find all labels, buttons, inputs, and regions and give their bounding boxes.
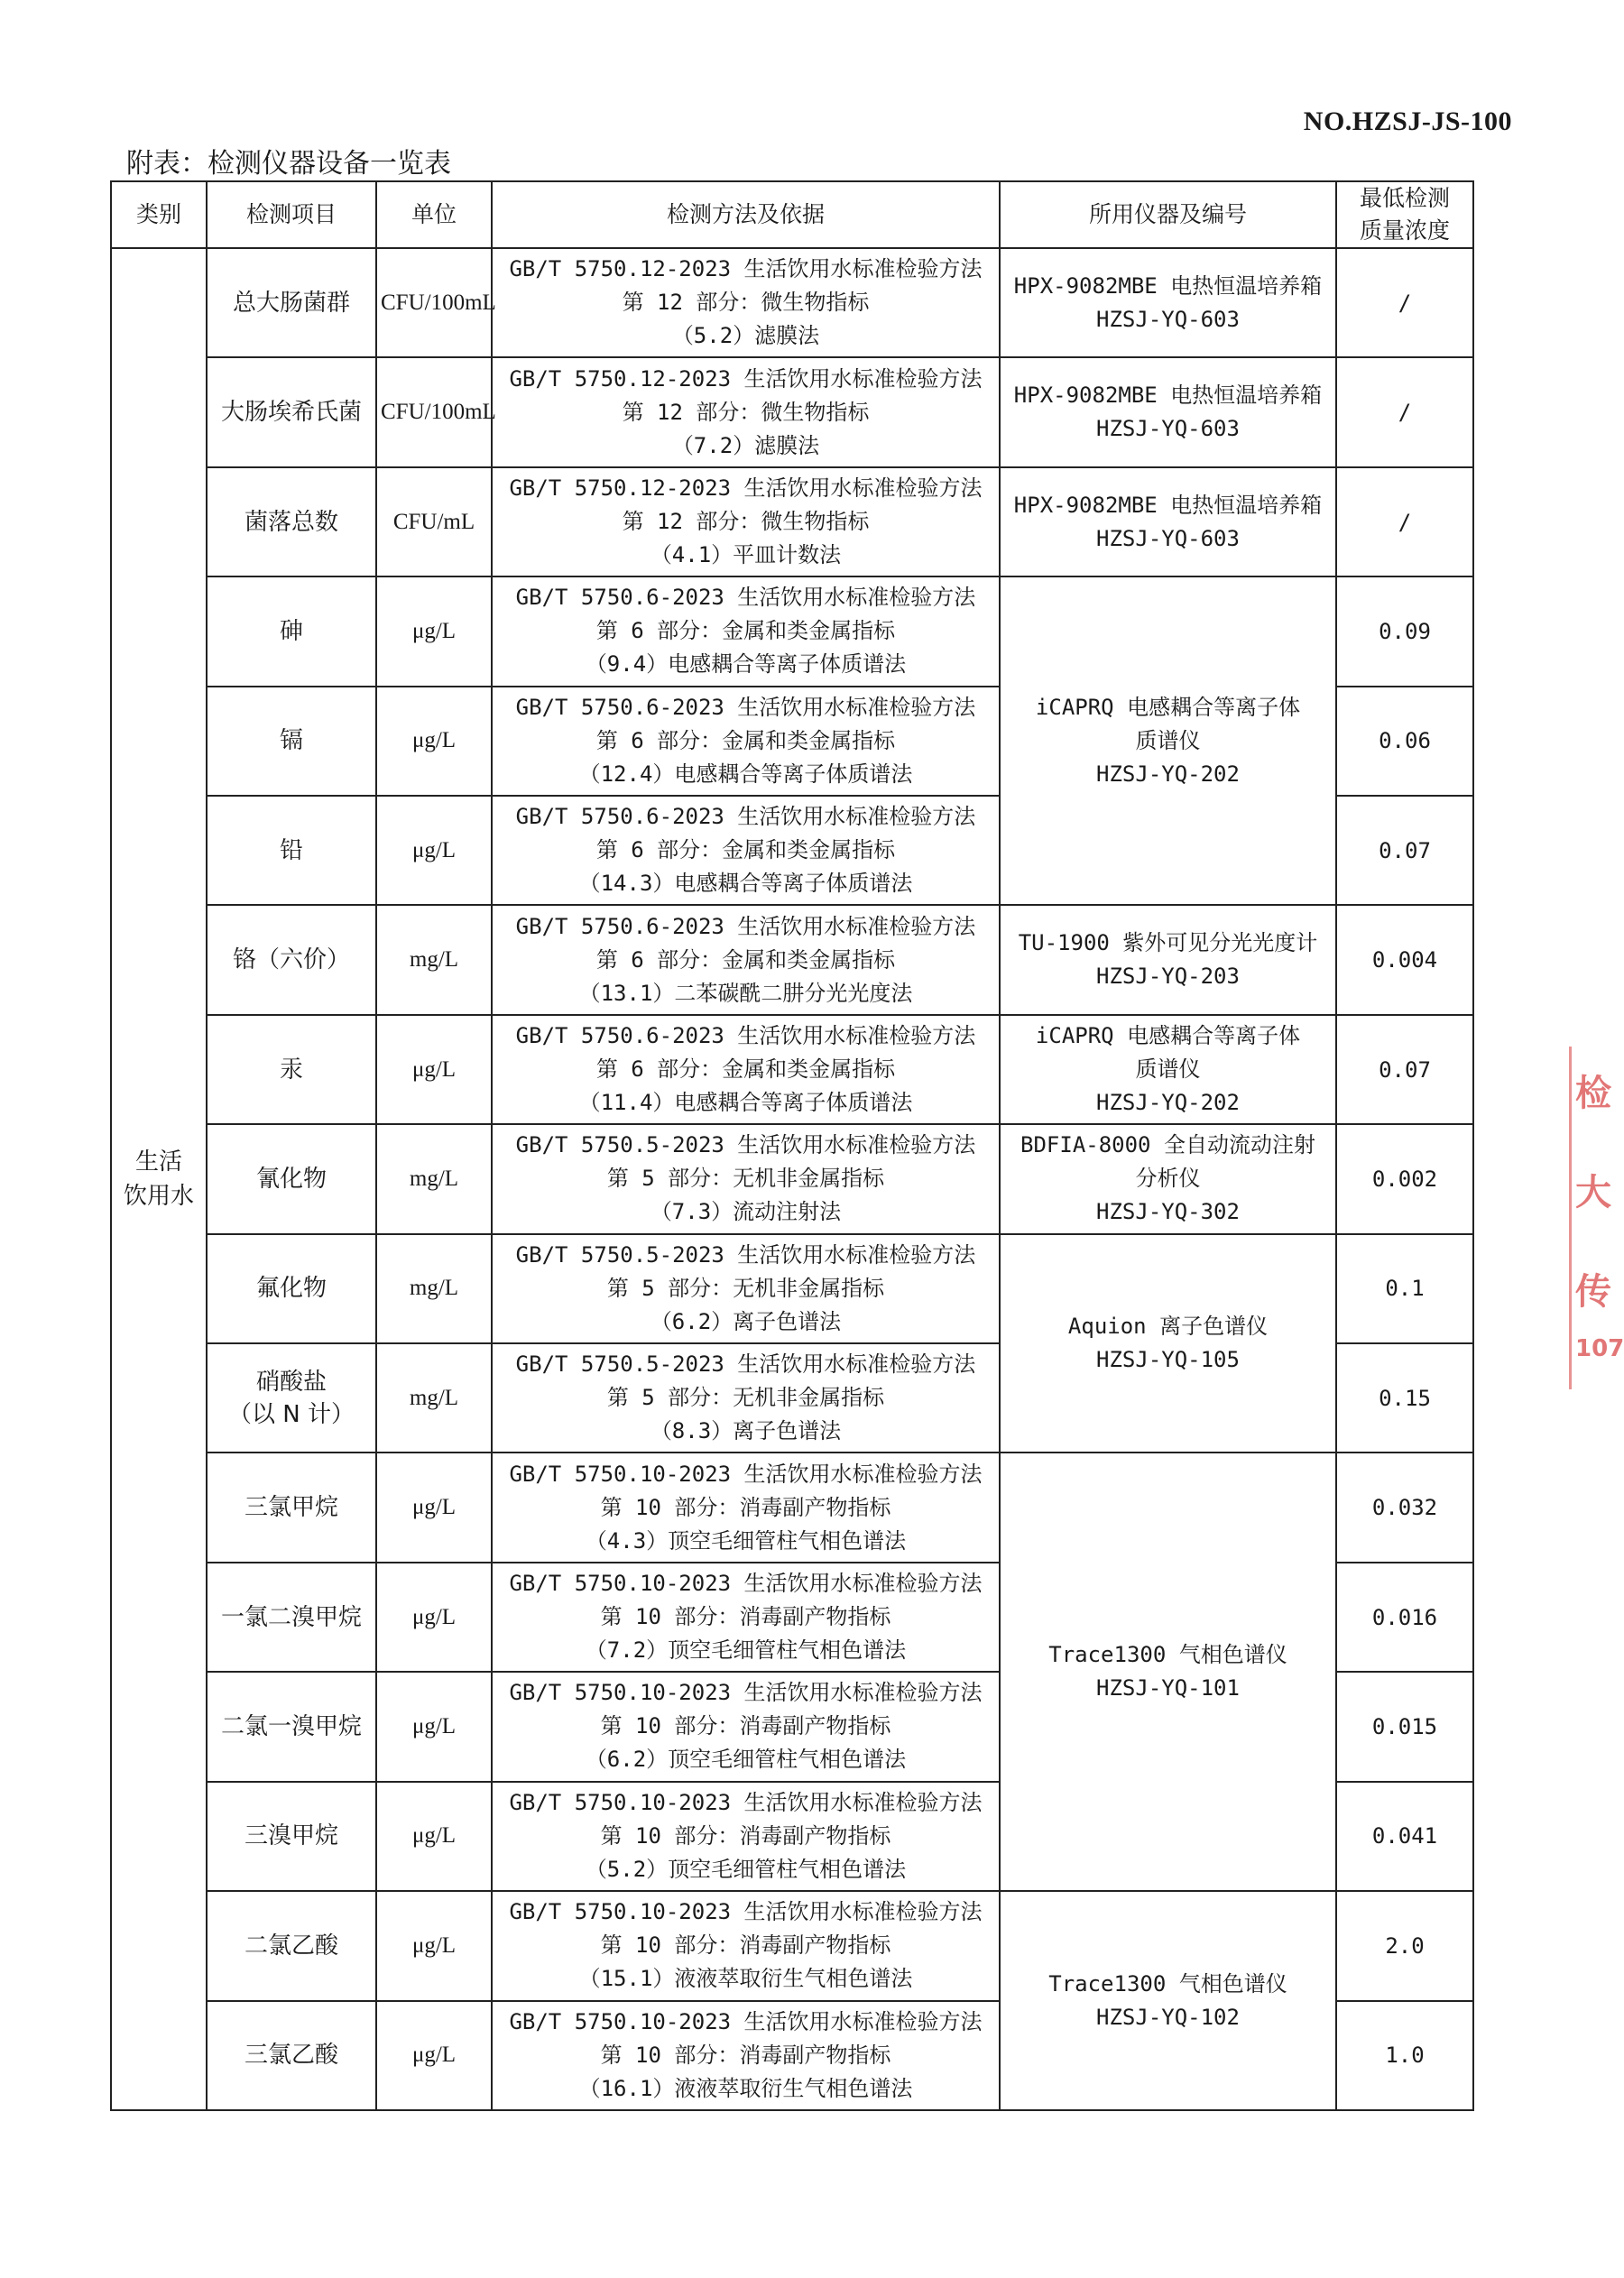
method-clause: （7.2）滤膜法 [671,432,820,458]
instrument-id: HZSJ-YQ-302 [1096,1199,1240,1225]
method-cell [492,248,1000,357]
instrument-cell [1000,1234,1336,1453]
instrument-id: HZSJ-YQ-603 [1096,525,1240,551]
item-cell: 氟化物 [207,1234,376,1343]
unit-cell: μg/L [376,1015,492,1124]
item-cell: 大肠埃希氏菌 [207,357,376,466]
method-standard: GB/T 5750.6-2023 生活饮用水标准检验方法 [515,804,976,830]
method-standard: GB/T 5750.5-2023 生活饮用水标准检验方法 [515,1351,976,1378]
header-instrument: 所用仪器及编号 [1000,181,1336,248]
method-part: 第 5 部分：无机非金属指标 [606,1166,885,1192]
header-limit [1336,181,1473,248]
instrument-name-cont: 质谱仪 [1135,1056,1201,1083]
method-standard: GB/T 5750.10-2023 生活饮用水标准检验方法 [509,2008,983,2034]
method-clause: （16.1）液液萃取衍生气相色谱法 [578,2075,913,2101]
method-standard: GB/T 5750.6-2023 生活饮用水标准检验方法 [515,585,976,611]
method-cell [492,1782,1000,1891]
document-number: NO.HZSJ-JS-100 [1303,106,1512,136]
instrument-id: HZSJ-YQ-603 [1096,306,1240,332]
limit-cell: 1.0 [1336,2001,1473,2111]
method-standard: GB/T 5750.10-2023 生活饮用水标准检验方法 [509,1571,983,1597]
method-part: 第 10 部分：消毒副产物指标 [600,2042,891,2068]
method-part: 第 10 部分：消毒副产物指标 [600,1494,891,1520]
stamp-char-2: 大 [1575,1172,1611,1213]
instrument-id: HZSJ-YQ-102 [1096,2004,1240,2030]
instrument-id: HZSJ-YQ-202 [1096,1090,1240,1116]
header-unit: 单位 [376,181,492,248]
method-part: 第 10 部分：消毒副产物指标 [600,1604,891,1630]
unit-cell: μg/L [376,1453,492,1562]
method-cell [492,1563,1000,1672]
instrument-name: HPX-9082MBE 电热恒温培养箱 [1013,383,1323,409]
method-standard: GB/T 5750.12-2023 生活饮用水标准检验方法 [509,256,983,282]
table-row [111,248,1473,357]
unit-cell: CFU/100mL [376,357,492,466]
table-caption: 附表：检测仪器设备一览表 [126,148,451,180]
method-part: 第 12 部分：微生物指标 [622,290,870,316]
method-standard: GB/T 5750.6-2023 生活饮用水标准检验方法 [515,694,976,720]
instrument-name: Trace1300 气相色谱仪 [1048,1642,1287,1668]
instrument-name: Trace1300 气相色谱仪 [1048,1970,1287,1997]
method-clause: （11.4）电感耦合等离子体质谱法 [578,1090,913,1116]
method-clause: （13.1）二苯碳酰二肼分光光度法 [578,980,913,1006]
stamp-char-4: 107 [1575,1335,1624,1362]
method-clause: （4.1）平皿计数法 [650,542,842,568]
item-cell: 总大肠菌群 [207,248,376,357]
item-cell: 菌落总数 [207,467,376,576]
limit-cell: 0.15 [1336,1343,1473,1453]
limit-cell: 0.015 [1336,1672,1473,1781]
limit-cell: 0.016 [1336,1563,1473,1672]
method-clause: （8.3）离子色谱法 [650,1418,842,1444]
limit-cell: 0.06 [1336,687,1473,796]
method-part: 第 6 部分：金属和类金属指标 [595,727,896,753]
instrument-name-cont: 分析仪 [1135,1166,1201,1192]
method-part: 第 6 部分：金属和类金属指标 [595,837,896,863]
red-seal-stamp [1569,1047,1624,1389]
method-part: 第 10 部分：消毒副产物指标 [600,1822,891,1849]
method-clause: （7.3）流动注射法 [650,1199,842,1225]
table-row [111,1891,1473,2000]
item-cell: 一氯二溴甲烷 [207,1563,376,1672]
instrument-id: HZSJ-YQ-101 [1096,1675,1240,1702]
table-row [111,1453,1473,1562]
unit-cell: μg/L [376,1891,492,2000]
limit-cell: 0.032 [1336,1453,1473,1562]
item-cell: 砷 [207,576,376,686]
table-row [111,467,1473,576]
stamp-char-3: 传 [1575,1271,1611,1313]
item-name: 硝酸盐 [255,1368,327,1396]
instrument-cell [1000,357,1336,466]
limit-cell: 0.09 [1336,576,1473,686]
method-part: 第 5 部分：无机非金属指标 [606,1385,885,1411]
unit-cell: μg/L [376,1563,492,1672]
method-standard: GB/T 5750.12-2023 生活饮用水标准检验方法 [509,365,983,392]
item-cell [207,1343,376,1453]
stamp-char-1: 检 [1575,1073,1611,1114]
header-limit-line1: 最低检测 [1359,185,1450,211]
table-row [111,1124,1473,1233]
method-clause: （4.3）顶空毛细管柱气相色谱法 [585,1527,907,1554]
method-part: 第 12 部分：微生物指标 [622,399,870,425]
method-cell [492,1343,1000,1453]
table-row [111,576,1473,686]
limit-cell: 0.002 [1336,1124,1473,1233]
method-clause: （6.2）离子色谱法 [650,1308,842,1334]
instrument-cell [1000,467,1336,576]
unit-cell: μg/L [376,1782,492,1891]
category-line1: 生活 [134,1148,182,1176]
method-part: 第 10 部分：消毒副产物指标 [600,1932,891,1959]
instrument-name: Aquion 离子色谱仪 [1067,1314,1269,1340]
unit-cell: μg/L [376,796,492,905]
method-clause: （15.1）液液萃取衍生气相色谱法 [578,1966,913,1992]
item-cell: 二氯一溴甲烷 [207,1672,376,1781]
instrument-id: HZSJ-YQ-105 [1096,1347,1240,1373]
method-cell [492,467,1000,576]
method-cell [492,1234,1000,1343]
instrument-name-cont: 质谱仪 [1135,727,1201,753]
instrument-cell [1000,905,1336,1014]
item-cell: 汞 [207,1015,376,1124]
method-cell [492,2001,1000,2111]
instrument-name: iCAPRQ 电感耦合等离子体 [1035,694,1301,720]
table-header-row [111,181,1473,248]
instrument-cell [1000,576,1336,905]
method-standard: GB/T 5750.10-2023 生活饮用水标准检验方法 [509,1680,983,1706]
method-standard: GB/T 5750.10-2023 生活饮用水标准检验方法 [509,1789,983,1815]
instrument-name: HPX-9082MBE 电热恒温培养箱 [1013,272,1323,299]
table-row [111,1234,1473,1343]
method-clause: （9.4）电感耦合等离子体质谱法 [585,651,907,678]
method-part: 第 12 部分：微生物指标 [622,509,870,535]
method-cell [492,357,1000,466]
limit-cell: / [1336,248,1473,357]
instrument-name: HPX-9082MBE 电热恒温培养箱 [1013,492,1323,518]
method-cell [492,1672,1000,1781]
method-clause: （6.2）顶空毛细管柱气相色谱法 [585,1747,907,1773]
item-cell: 三溴甲烷 [207,1782,376,1891]
unit-cell: μg/L [376,687,492,796]
instrument-name: iCAPRQ 电感耦合等离子体 [1035,1023,1301,1049]
method-standard: GB/T 5750.12-2023 生活饮用水标准检验方法 [509,475,983,502]
method-part: 第 6 部分：金属和类金属指标 [595,1056,896,1083]
limit-cell: 0.004 [1336,905,1473,1014]
instrument-name: TU-1900 紫外可见分光光度计 [1018,930,1318,956]
item-cell: 二氯乙酸 [207,1891,376,2000]
header-method: 检测方法及依据 [492,181,1000,248]
unit-cell: mg/L [376,1124,492,1233]
item-cell: 三氯乙酸 [207,2001,376,2111]
method-standard: GB/T 5750.6-2023 生活饮用水标准检验方法 [515,1023,976,1049]
method-part: 第 5 部分：无机非金属指标 [606,1275,885,1301]
header-item: 检测项目 [207,181,376,248]
limit-cell: 0.07 [1336,796,1473,905]
method-clause: （7.2）顶空毛细管柱气相色谱法 [585,1637,907,1664]
unit-cell: μg/L [376,576,492,686]
instrument-cell [1000,1891,1336,2110]
header-category: 类别 [111,181,207,248]
method-part: 第 6 部分：金属和类金属指标 [595,618,896,644]
category-line2: 饮用水 [123,1183,194,1210]
method-standard: GB/T 5750.5-2023 生活饮用水标准检验方法 [515,1241,976,1268]
item-note: （以 N 计） [228,1400,355,1428]
method-part: 第 6 部分：金属和类金属指标 [595,946,896,973]
method-cell [492,687,1000,796]
limit-cell: 0.07 [1336,1015,1473,1124]
method-clause: （5.2）滤膜法 [671,323,820,349]
table-row [111,905,1473,1014]
method-standard: GB/T 5750.10-2023 生活饮用水标准检验方法 [509,1461,983,1487]
method-cell [492,1891,1000,2000]
unit-cell: μg/L [376,2001,492,2111]
method-standard: GB/T 5750.5-2023 生活饮用水标准检验方法 [515,1132,976,1158]
category-cell [111,248,207,2110]
instrument-id: HZSJ-YQ-603 [1096,416,1240,442]
instrument-cell [1000,1015,1336,1124]
table-row [111,357,1473,466]
method-cell [492,576,1000,686]
item-cell: 三氯甲烷 [207,1453,376,1562]
unit-cell: CFU/mL [376,467,492,576]
method-cell [492,796,1000,905]
unit-cell: mg/L [376,905,492,1014]
limit-cell: 0.041 [1336,1782,1473,1891]
unit-cell: CFU/100mL [376,248,492,357]
unit-cell: mg/L [376,1234,492,1343]
limit-cell: / [1336,357,1473,466]
limit-cell: 0.1 [1336,1234,1473,1343]
item-cell: 氰化物 [207,1124,376,1233]
item-cell: 铬（六价） [207,905,376,1014]
method-part: 第 10 部分：消毒副产物指标 [600,1713,891,1739]
header-limit-line2: 质量浓度 [1359,217,1450,244]
table-row [111,1015,1473,1124]
method-standard: GB/T 5750.6-2023 生活饮用水标准检验方法 [515,913,976,939]
method-cell [492,905,1000,1014]
method-cell [492,1453,1000,1562]
instrument-id: HZSJ-YQ-203 [1096,964,1240,990]
unit-cell: mg/L [376,1343,492,1453]
method-standard: GB/T 5750.10-2023 生活饮用水标准检验方法 [509,1899,983,1925]
instrument-cell [1000,1453,1336,1891]
method-clause: （12.4）电感耦合等离子体质谱法 [578,761,913,787]
item-cell: 镉 [207,687,376,796]
instrument-cell [1000,248,1336,357]
method-clause: （14.3）电感耦合等离子体质谱法 [578,871,913,897]
instrument-cell [1000,1124,1336,1233]
instrument-name: BDFIA-8000 全自动流动注射 [1020,1132,1315,1158]
method-clause: （5.2）顶空毛细管柱气相色谱法 [585,1856,907,1882]
item-cell: 铅 [207,796,376,905]
limit-cell: / [1336,467,1473,576]
method-cell [492,1015,1000,1124]
limit-cell: 2.0 [1336,1891,1473,2000]
instrument-table [110,180,1474,2111]
unit-cell: μg/L [376,1672,492,1781]
method-cell [492,1124,1000,1233]
instrument-id: HZSJ-YQ-202 [1096,761,1240,787]
